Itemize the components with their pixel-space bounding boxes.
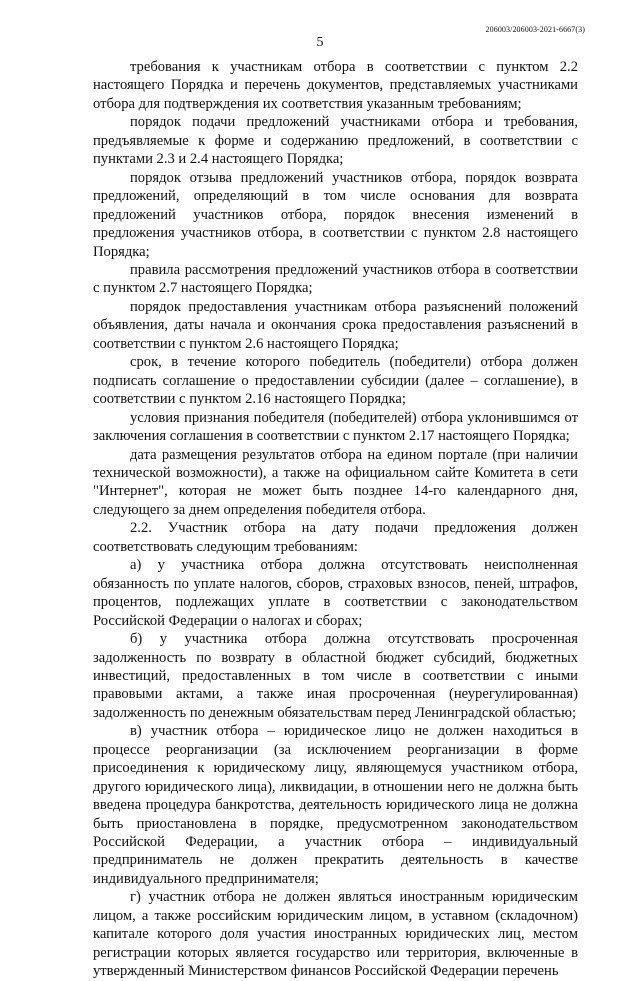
- list-item-b: б) у участника отбора должна отсутствовать просроченная задолженность по возврату в областной бюджет субсидий, бюджетных инвестиций, предоставленных в том числе в соответствии с иными правовыми актами, а также иная просроченная (неурегулированная) задолженность по денежным обязательствам перед Ленинградской областью;: [93, 631, 578, 721]
- section-heading-paragraph: 2.2. Участник отбора на дату подачи предложения должен соответствовать следующим требованиям:: [93, 520, 578, 555]
- list-item-v: в) участник отбора – юридическое лицо не должен находиться в процессе реорганизации (за исключением реорганизации в форме присоединения к юридическому лицу, являющемуся участником отбора, другого юридического лица), ликвидации, в отношении него не должна быть введена процедура банкротства, деятельность юридического лица не должна быть приостановлена в порядке, предусмотренном законодательством Российской Федерации, а участник отбора – индивидуальный предприниматель не должен прекратить деятельность в качестве индивидуального предпринимателя;: [93, 723, 578, 887]
- paragraph: условия признания победителя (победителей) отбора уклонившимся от заключения соглашения в соответствии с пунктом 2.17 настоящего Порядка;: [93, 409, 578, 445]
- paragraph: порядок подачи предложений участниками отбора и требования, предъявляемые к форме и содержанию предложений, в соответствии с пунктами 2.3 и 2.4 настоящего Порядка;: [93, 114, 578, 168]
- list-item-a: а) у участника отбора должна отсутствовать неисполненная обязанность по уплате налогов, сборов, страховых взносов, пеней, штрафов, процентов, подлежащих уплате в соответствии с законодательством Российской Федерации о налогах и сборах;: [93, 557, 578, 629]
- paragraph: требования к участникам отбора в соответствии с пунктом 2.2 настоящего Порядка и перечень документов, представляемых участниками отбора для подтверждения их соответствия указанным требованиям;: [93, 59, 578, 112]
- paragraph: дата размещения результатов отбора на едином портале (при наличии технической возможности), а также на официальном сайте Комитета в сети "Интернет", которая не может быть позднее 14-го календарного дня, следующего за днем определения победителя отбора.: [93, 446, 578, 518]
- list-item-g: г) участник отбора не должен являться иностранным юридическим лицом, а также российским юридическим лицом, в уставном (складочном) капитале которого доля участия иностранных юридических лиц, местом регистрации которых является государство или территория, включенные в утвержденный Министерством финансов Российской Федерации перечень: [93, 889, 578, 980]
- paragraph: правила рассмотрения предложений участников отбора в соответствии с пунктом 2.7 настоящего Порядка;: [93, 261, 578, 297]
- paragraph: порядок предоставления участникам отбора разъяснений положений объявления, даты начала и окончания срока предоставления разъяснений в соответствии с пунктом 2.6 настоящего Порядка;: [93, 298, 578, 352]
- page-number: 5: [316, 35, 324, 50]
- document-body: [93, 58, 578, 981]
- paragraph: срок, в течение которого победитель (победители) отбора должен подписать соглашение о предоставлении субсидии (далее – соглашение), в соответствии с пунктом 2.16 настоящего Порядка;: [93, 354, 578, 408]
- paragraph: порядок отзыва предложений участников отбора, порядок возврата предложений, определяющий в том числе основания для возврата предложений участников отбора, порядок внесения изменений в предложения участников отбора, в соответствии с пунктом 2.8 настоящего Порядка;: [93, 169, 578, 260]
- document-id: 206003/206003-2021-6667(3): [485, 25, 585, 34]
